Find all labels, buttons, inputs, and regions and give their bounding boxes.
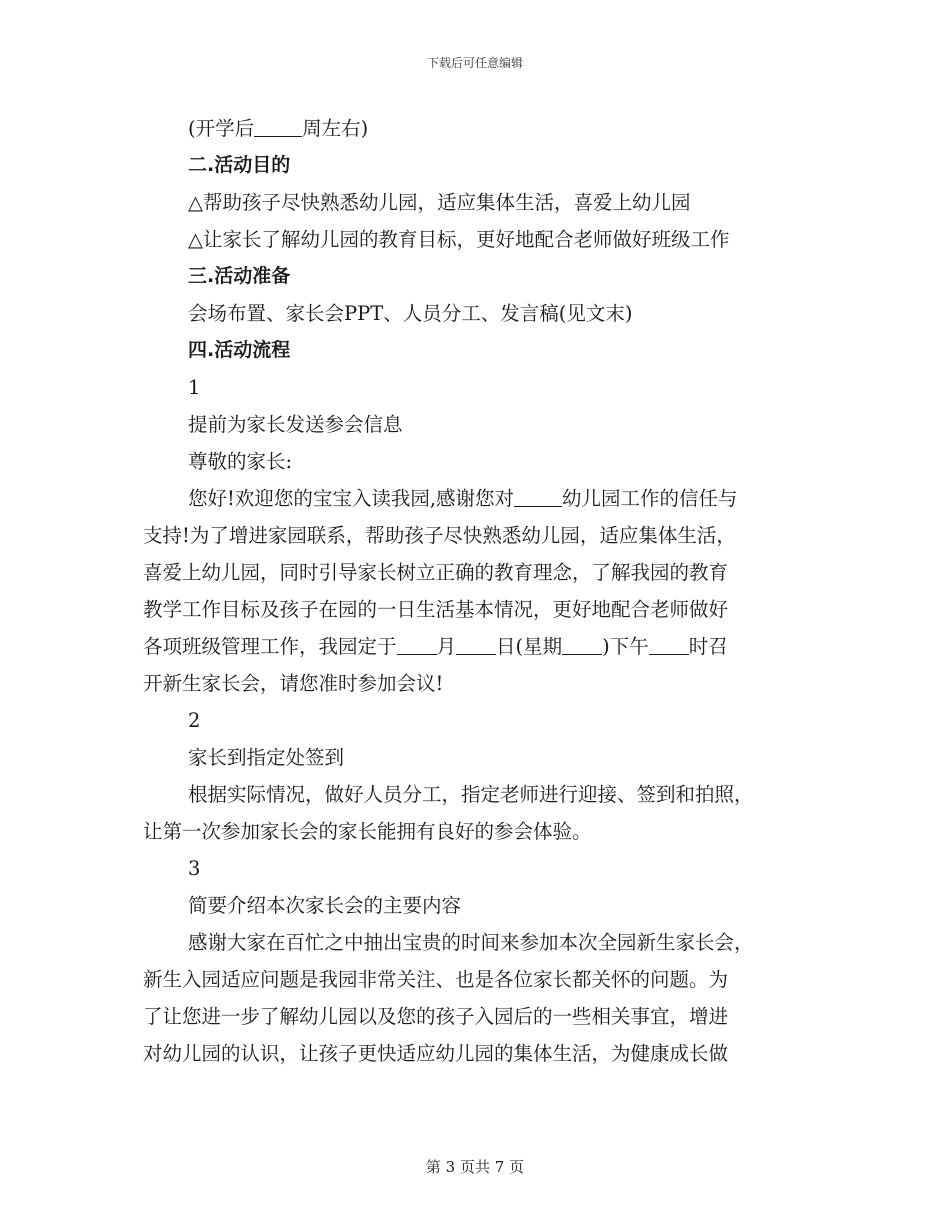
paragraph-line: 根据实际情况，做好人员分工，指定老师进行迎接、签到和拍照，	[188, 783, 754, 806]
fill-blank	[397, 634, 437, 655]
prep-text: 会场布置、家长会PPT、人员分工、发言稿(见文末)	[188, 302, 633, 325]
paragraph-line: 让第一次参加家长会的家长能拥有良好的参会体验。	[143, 820, 592, 843]
section-heading-process: 四.活动流程	[188, 339, 291, 361]
paragraph-line	[143, 480, 805, 517]
text-fragment: 幼儿园工作的信任与	[562, 487, 738, 510]
text-fragment: 日(星期	[496, 635, 563, 658]
step-number: 2	[188, 709, 201, 732]
fill-blank	[514, 486, 562, 507]
section-heading-prep: 三.活动准备	[188, 265, 291, 287]
paragraph-line: 了让您进一步了解幼儿园以及您的孩子入园后的一些相关事宜，增进	[143, 1005, 729, 1028]
step-title: 家长到指定处签到	[188, 746, 345, 769]
greeting: 尊敬的家长:	[188, 450, 293, 473]
text-fragment: )下午	[602, 635, 649, 658]
paragraph-line	[143, 628, 805, 665]
paragraph-line: 新生入园适应问题是我园非常关注、也是各位家长都关怀的问题。为	[143, 968, 729, 991]
text-fragment: 您好!欢迎您的宝宝入读我园,感谢您对	[188, 487, 515, 510]
text-fragment: 周左右)	[302, 117, 369, 140]
section-heading-goals: 二.活动目的	[188, 154, 291, 176]
fill-blank	[456, 634, 496, 655]
goal-item: △让家长了解幼儿园的教育目标，更好地配合老师做好班级工作	[188, 228, 730, 251]
paragraph-line: 对幼儿园的认识，让孩子更快适应幼儿园的集体生活，为健康成长做	[143, 1042, 729, 1065]
text-fragment: 时召	[688, 635, 728, 658]
page-header: 下载后可任意编辑	[426, 56, 523, 70]
step-number: 1	[188, 376, 201, 399]
goal-item: △帮助孩子尽快熟悉幼儿园，适应集体生活，喜爱上幼儿园	[188, 191, 691, 214]
paragraph-line: 教学工作目标及孩子在园的一日生活基本情况，更好地配合老师做好	[143, 598, 729, 621]
paragraph-line: 支持!为了增进家园联系，帮助孩子尽快熟悉幼儿园，适应集体生活，	[143, 524, 736, 547]
step-title: 简要介绍本次家长会的主要内容	[188, 894, 462, 917]
document-body	[143, 110, 805, 1072]
fill-blank	[562, 634, 602, 655]
paragraph-line: 喜爱上幼儿园，同时引导家长树立正确的教育理念，了解我园的教育	[143, 561, 729, 584]
fill-blank	[649, 634, 689, 655]
text-fragment: 各项班级管理工作，我园定于	[143, 635, 397, 658]
step-title: 提前为家长发送参会信息	[188, 413, 403, 436]
schedule-line	[143, 110, 805, 147]
paragraph-line: 开新生家长会，请您准时参加会议!	[143, 672, 444, 695]
text-fragment: 月	[436, 635, 457, 658]
paragraph-line: 感谢大家在百忙之中抽出宝贵的时间来参加本次全园新生家长会，	[188, 931, 754, 954]
page-footer: 第 3 页共 7 页	[425, 1158, 525, 1176]
fill-blank	[254, 116, 302, 137]
step-number: 3	[188, 857, 201, 880]
text-fragment: (开学后	[188, 117, 255, 140]
